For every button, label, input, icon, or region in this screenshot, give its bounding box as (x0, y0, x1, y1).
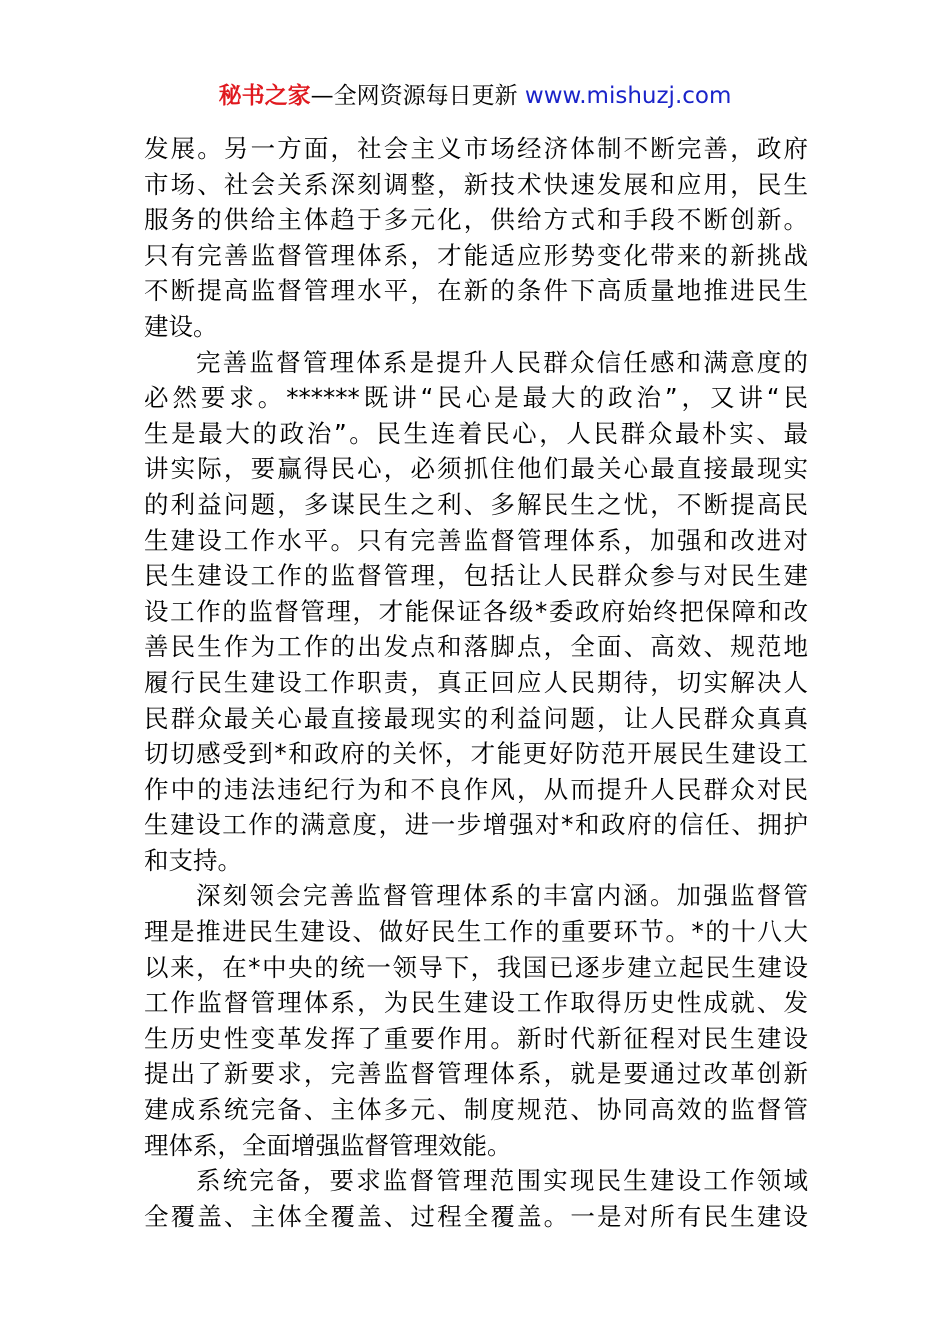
text-line: 生历史性变革发挥了重要作用。新时代新征程对民生建设 (144, 1023, 808, 1053)
text-line: 切切感受到*和政府的关怀，才能更好防范开展民生建设工 (144, 739, 808, 769)
text-line: 服务的供给主体趋于多元化，供给方式和手段不断创新。 (144, 205, 808, 235)
text-line: 市场、社会关系深刻调整，新技术快速发展和应用，民生 (144, 169, 808, 199)
text-line: 理体系，全面增强监督管理效能。 (144, 1130, 512, 1160)
text-line: 深刻领会完善监督管理体系的丰富内涵。加强监督管 (196, 881, 808, 911)
text-line: 民生建设工作的监督管理，包括让人民群众参与对民生建 (144, 561, 808, 591)
text-line: 系统完备，要求监督管理范围实现民生建设工作领域 (196, 1166, 808, 1196)
text-line: 生是最大的政治”。民生连着民心，人民群众最朴实、最 (144, 418, 808, 448)
text-line: 工作监督管理体系，为民生建设工作取得历史性成就、发 (144, 988, 808, 1018)
text-line: 生建设工作的满意度，进一步增强对*和政府的信任、拥护 (144, 810, 808, 840)
text-line: 提出了新要求，完善监督管理体系，就是要通过改革创新 (144, 1059, 808, 1089)
paragraph (144, 878, 808, 1163)
text-line: 的利益问题，多谋民生之利、多解民生之忧，不断提高民 (144, 489, 808, 519)
page-header (0, 80, 950, 112)
text-line: 以来，在*中央的统一领导下，我国已逐步建立起民生建设 (144, 952, 808, 982)
text-line: 完善监督管理体系是提升人民群众信任感和满意度的 (196, 347, 808, 377)
site-brand: 秘书之家 (218, 83, 311, 109)
document-body (144, 131, 808, 1234)
text-line: 全覆盖、主体全覆盖、过程全覆盖。一是对所有民生建设 (144, 1201, 808, 1231)
text-line: 民群众最关心最直接最现实的利益问题，让人民群众真真 (144, 703, 808, 733)
text-line: 只有完善监督管理体系，才能适应形势变化带来的新挑战 (144, 240, 808, 270)
text-line: 建设。 (144, 311, 218, 341)
text-line: 必然要求。******既讲“民心是最大的政治”，又讲“民 (144, 383, 808, 413)
paragraph (144, 1163, 808, 1234)
site-url-link[interactable]: www.mishuzj.com (524, 83, 732, 109)
text-line: 生建设工作水平。只有完善监督管理体系，加强和改进对 (144, 525, 808, 555)
text-line: 履行民生建设工作职责，真正回应人民期待，切实解决人 (144, 667, 808, 697)
paragraph (144, 345, 808, 879)
text-line: 和支持。 (144, 845, 242, 875)
paragraph (144, 131, 808, 345)
text-line: 发展。另一方面，社会主义市场经济体制不断完善，政府 (144, 134, 808, 163)
text-line: 建成系统完备、主体多元、制度规范、协同高效的监督管 (144, 1095, 808, 1125)
text-line: 善民生作为工作的出发点和落脚点，全面、高效、规范地 (144, 632, 808, 662)
text-line: 作中的违法违纪行为和不良作风，从而提升人民群众对民 (144, 774, 808, 804)
site-tagline: —全网资源每日更新 (310, 83, 525, 109)
text-line: 讲实际，要赢得民心，必须抓住他们最关心最直接最现实 (144, 454, 808, 484)
text-line: 不断提高监督管理水平，在新的条件下高质量地推进民生 (144, 276, 808, 306)
text-line: 理是推进民生建设、做好民生工作的重要环节。*的十八大 (144, 917, 808, 947)
text-line: 设工作的监督管理，才能保证各级*委政府始终把保障和改 (144, 596, 808, 626)
